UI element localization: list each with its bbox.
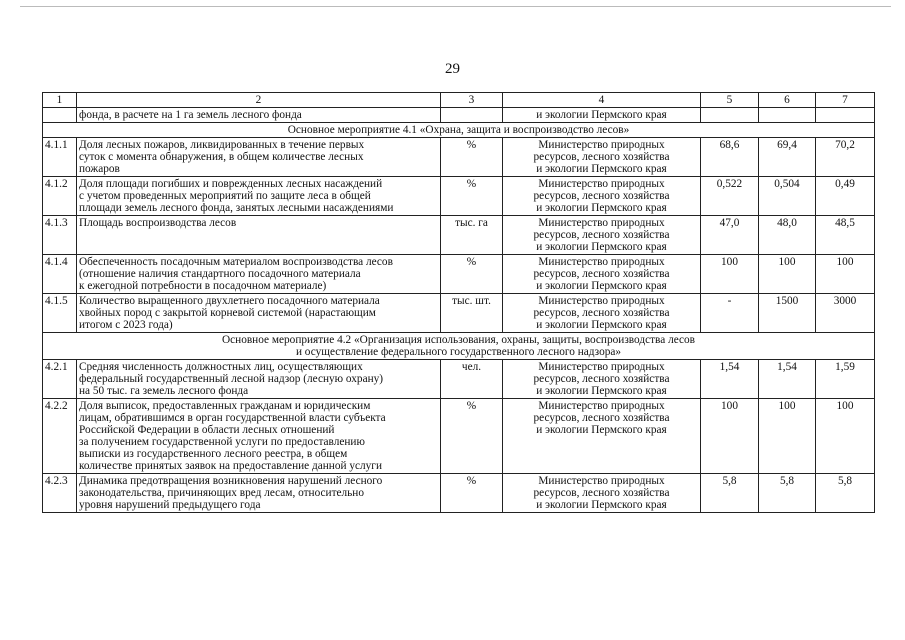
continuation-unit	[441, 108, 503, 123]
indicator-unit: %	[441, 138, 503, 177]
indicator-number: 4.2.2	[43, 399, 77, 474]
table-row	[43, 399, 875, 474]
indicator-name: Динамика предотвращения возникновения нарушений лесного законодательства, причиняющих вред лесам, относительно уровня нарушений предыдущего года	[77, 474, 441, 513]
header-cell: 3	[441, 93, 503, 108]
value-col-6: 5,8	[759, 474, 816, 513]
value-col-7: 100	[816, 255, 875, 294]
continuation-v5	[701, 108, 759, 123]
continuation-row	[43, 108, 875, 123]
value-col-6: 1500	[759, 294, 816, 333]
section-row-4-2	[43, 333, 875, 360]
table-row	[43, 177, 875, 216]
indicator-number: 4.1.5	[43, 294, 77, 333]
indicator-name: Доля площади погибших и поврежденных лесных насаждений с учетом проведенных мероприятий по защите леса в общей площади земель лесного фонда, занятых лесными насаждениями	[77, 177, 441, 216]
responsible-party: Министерство природных ресурсов, лесного хозяйства и экологии Пермского края	[503, 474, 701, 513]
value-col-6: 48,0	[759, 216, 816, 255]
indicator-number: 4.1.3	[43, 216, 77, 255]
value-col-5: 0,522	[701, 177, 759, 216]
header-cell: 2	[77, 93, 441, 108]
continuation-v7	[816, 108, 875, 123]
indicator-number: 4.1.1	[43, 138, 77, 177]
value-col-5: -	[701, 294, 759, 333]
value-col-7: 48,5	[816, 216, 875, 255]
indicator-unit: %	[441, 177, 503, 216]
continuation-num	[43, 108, 77, 123]
indicator-number: 4.1.4	[43, 255, 77, 294]
value-col-7: 1,59	[816, 360, 875, 399]
indicator-unit: %	[441, 474, 503, 513]
responsible-party: Министерство природных ресурсов, лесного хозяйства и экологии Пермского края	[503, 399, 701, 474]
indicator-name: Обеспеченность посадочным материалом воспроизводства лесов (отношение наличия стандартного посадочного материала к ежегодной потребности в посадочном материале)	[77, 255, 441, 294]
top-rule	[20, 6, 891, 7]
responsible-party: Министерство природных ресурсов, лесного хозяйства и экологии Пермского края	[503, 255, 701, 294]
indicator-name: Доля выписок, предоставленных гражданам и юридическим лицам, обратившимся в орган государственной власти субъекта Российской Федерации в области лесных отношений за получением государственной услуги по предоставлению выписки из государственного лесного реестра, в общем количестве принятых заявок на предоставление данной услуги	[77, 399, 441, 474]
header-cell: 1	[43, 93, 77, 108]
section-title: Основное мероприятие 4.2 «Организация использования, охраны, защиты, воспроизводства лесов и осуществление федерального государственного лесного надзора»	[43, 333, 875, 360]
indicator-number: 4.1.2	[43, 177, 77, 216]
indicator-number: 4.2.1	[43, 360, 77, 399]
table-row	[43, 294, 875, 333]
value-col-7: 3000	[816, 294, 875, 333]
value-col-5: 68,6	[701, 138, 759, 177]
indicator-unit: тыс. шт.	[441, 294, 503, 333]
value-col-6: 100	[759, 399, 816, 474]
value-col-5: 100	[701, 399, 759, 474]
responsible-party: Министерство природных ресурсов, лесного хозяйства и экологии Пермского края	[503, 360, 701, 399]
value-col-5: 5,8	[701, 474, 759, 513]
indicator-unit: тыс. га	[441, 216, 503, 255]
table-row	[43, 138, 875, 177]
section-title: Основное мероприятие 4.1 «Охрана, защита и воспроизводство лесов»	[43, 123, 875, 138]
table-row	[43, 255, 875, 294]
continuation-name: фонда, в расчете на 1 га земель лесного фонда	[77, 108, 441, 123]
header-cell: 7	[816, 93, 875, 108]
indicator-name: Площадь воспроизводства лесов	[77, 216, 441, 255]
header-cell: 6	[759, 93, 816, 108]
indicator-number: 4.2.3	[43, 474, 77, 513]
indicator-name: Средняя численность должностных лиц, осуществляющих федеральный государственный лесной надзор (лесную охрану) на 50 тыс. га земель лесного фонда	[77, 360, 441, 399]
header-cell: 5	[701, 93, 759, 108]
value-col-6: 69,4	[759, 138, 816, 177]
header-row	[43, 93, 875, 108]
value-col-7: 5,8	[816, 474, 875, 513]
table-row	[43, 360, 875, 399]
value-col-7: 70,2	[816, 138, 875, 177]
table-row	[43, 474, 875, 513]
indicators-table	[42, 92, 875, 513]
responsible-party: Министерство природных ресурсов, лесного хозяйства и экологии Пермского края	[503, 294, 701, 333]
value-col-6: 100	[759, 255, 816, 294]
page-number: 29	[445, 61, 460, 77]
indicator-unit: %	[441, 399, 503, 474]
value-col-7: 0,49	[816, 177, 875, 216]
value-col-5: 1,54	[701, 360, 759, 399]
value-col-5: 47,0	[701, 216, 759, 255]
section-row-4-1	[43, 123, 875, 138]
value-col-5: 100	[701, 255, 759, 294]
indicator-unit: чел.	[441, 360, 503, 399]
responsible-party: Министерство природных ресурсов, лесного хозяйства и экологии Пермского края	[503, 216, 701, 255]
table-row	[43, 216, 875, 255]
value-col-6: 0,504	[759, 177, 816, 216]
value-col-6: 1,54	[759, 360, 816, 399]
responsible-party: Министерство природных ресурсов, лесного хозяйства и экологии Пермского края	[503, 138, 701, 177]
indicator-unit: %	[441, 255, 503, 294]
header-cell: 4	[503, 93, 701, 108]
indicator-name: Количество выращенного двухлетнего посадочного материала хвойных пород с закрытой корневой системой (нарастающим итогом с 2023 года)	[77, 294, 441, 333]
indicator-name: Доля лесных пожаров, ликвидированных в течение первых суток с момента обнаружения, в общем количестве лесных пожаров	[77, 138, 441, 177]
continuation-resp: и экологии Пермского края	[503, 108, 701, 123]
continuation-v6	[759, 108, 816, 123]
value-col-7: 100	[816, 399, 875, 474]
responsible-party: Министерство природных ресурсов, лесного хозяйства и экологии Пермского края	[503, 177, 701, 216]
